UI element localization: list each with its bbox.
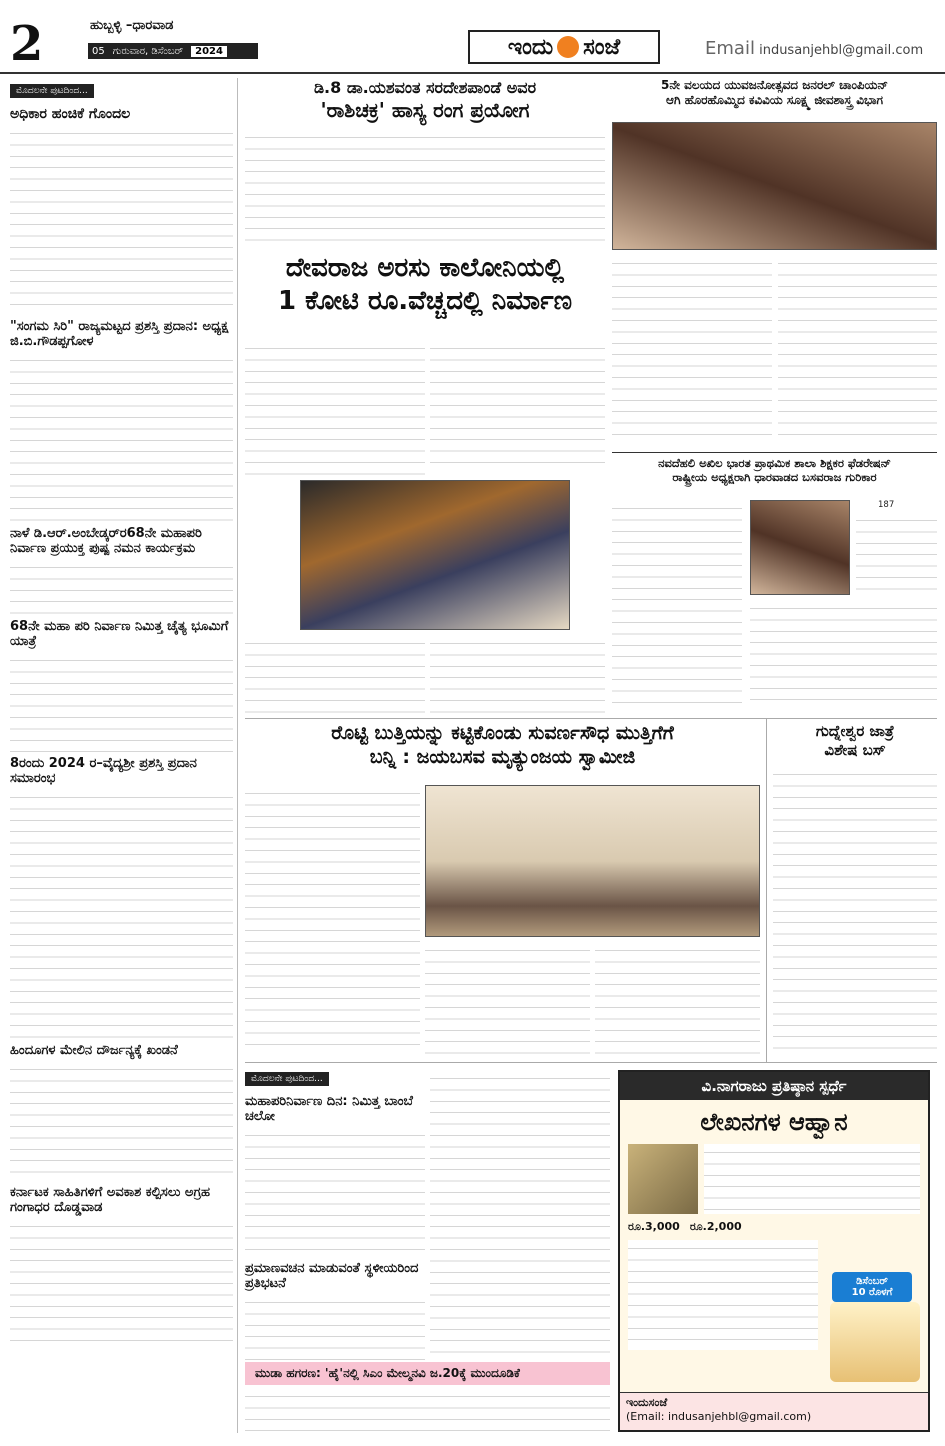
article-body	[245, 1127, 425, 1257]
date-year: 2024	[191, 46, 227, 57]
article-body	[778, 255, 937, 445]
article-body	[430, 1070, 610, 1360]
badge-line-1: ಡಿಸೆಂಬರ್	[856, 1276, 888, 1287]
headline-line-2: 'ರಾಶಿಚಕ್ರ' ಹಾಸ್ಯ ರಂಗ ಪ್ರಯೋಗ	[320, 98, 530, 122]
page-number: 2	[10, 16, 44, 72]
article-body	[245, 340, 425, 480]
article-body	[245, 129, 605, 249]
date-weekday: ಗುರುವಾರ, ಡಿಸೆಂಬರ್	[112, 45, 184, 57]
ad-title: ಲೇಖನಗಳ ಆಹ್ವಾನ	[700, 1108, 848, 1136]
divider	[245, 1062, 937, 1063]
headline-line-2: ಬನ್ನಿ : ಜಯಬಸವ ಮೃತ್ಯುಂಜಯ ಸ್ವಾಮೀಜಿ	[369, 745, 636, 768]
section-label: ಮೊದಲನೇ ಪುಟದಿಂದ...	[10, 84, 94, 98]
date-bar	[88, 43, 258, 59]
article-body	[612, 500, 742, 710]
ad-top-banner: ವಿ.ನಾಗರಾಜು ಪ್ರತಿಷ್ಠಾನ ಸ್ಪರ್ಧೆ	[620, 1072, 928, 1100]
ad-footer-email: (Email: indusanjehbl@gmail.com)	[626, 1410, 812, 1423]
article-body	[10, 125, 233, 315]
headline-line-1: ದೇವರಾಜ ಅರಸು ಕಾಲೋನಿಯಲ್ಲಿ	[285, 253, 565, 283]
article-gudneshwar-bus	[766, 718, 937, 1063]
article-body	[750, 600, 937, 710]
article-heading: 8ರಂದು 2024 ರ–ವೈದ್ಯಶ್ರೀ ಪ್ರಶಸ್ತಿ ಪ್ರದಾನ ಸಮಾರಂಭ	[10, 756, 197, 786]
article-heading: ಅಧಿಕಾರ ಹಂಚಿಕೆ ಗೊಂದಲ	[10, 106, 131, 122]
logo-text-right: ಸಂಜೆ	[583, 34, 621, 60]
article-youth-fest-headline	[612, 78, 937, 120]
ad-body	[628, 1240, 818, 1350]
headline-line-2: ಆಗಿ ಹೊರಹೊಮ್ಮಿದ ಕವಿವಿಯ ಸೂಕ್ಷ್ಮ ಜೀವಶಾಸ್ತ್ರ ವಿಭಾಗ	[666, 93, 883, 107]
headline-line-2: ವಿಶೇಷ ಬಸ್	[824, 740, 886, 759]
article-body	[10, 652, 233, 752]
headline-line-2: ರಾಷ್ಟ್ರೀಯ ಅಧ್ಯಕ್ಷರಾಗಿ ಧಾರವಾಡದ ಬಸವರಾಜ ಗುರಿಕಾರ	[672, 470, 877, 485]
side-number: 187	[878, 500, 895, 510]
article-heading: ಕರ್ನಾಟಕ ಸಾಹಿತಿಗಳಿಗೆ ಅವಕಾಶ ಕಲ್ಪಿಸಲು ಅಗ್ರಹ ಗಂಗಾಧರ ದೊಡ್ಡವಾಡ	[10, 1185, 211, 1215]
article-body	[430, 635, 605, 715]
headline-line-1: 5ನೇ ವಲಯದ ಯುವಜನೋತ್ಸವದ ಜನರಲ್ ಚಾಂಪಿಯನ್	[660, 78, 889, 92]
essay-competition-ad	[618, 1070, 930, 1432]
newspaper-logo	[468, 30, 660, 64]
article-heading: ನಾಳೆ ಡಿ.ಆರ್.ಅಂಬೇಡ್ಕರ್‌ರ68ನೇ ಮಹಾಪರಿ ನಿರ್ವಾಣ ಪ್ರಯುಕ್ತ ಪುಷ್ಪ ನಮನ ಕಾರ್ಯಕ್ರಮ	[10, 526, 202, 556]
portrait-photo	[750, 500, 850, 595]
ad-body	[704, 1144, 920, 1214]
headline-line-1: ಗುದ್ನೇಶ್ವರ ಜಾತ್ರೆ	[815, 722, 895, 740]
article-body	[10, 789, 233, 1039]
ad-footer	[620, 1392, 928, 1430]
bottom-left-articles	[245, 1066, 425, 1396]
ad-footer-brand: ಇಂದುಸಂಜೆ	[626, 1396, 668, 1409]
article-teacher-federation-headline	[612, 452, 937, 496]
article-heading: "ಸಂಗಮ ಸಿರಿ" ರಾಜ್ಯಮಟ್ಟದ ಪ್ರಶಸ್ತಿ ಪ್ರದಾನ: ಅಧ್ಯಕ್ಷ ಜಿ.ಬಿ.ಗೌಡಪ್ಪಗೋಳ	[10, 319, 229, 349]
logo-text-left: ಇಂದು	[507, 34, 554, 60]
swamiji-event-photo	[425, 785, 760, 937]
section-label: ಮೊದಲನೇ ಪುಟದಿಂದ...	[245, 1072, 329, 1086]
contact-email	[705, 38, 923, 59]
youth-fest-group-photo	[612, 122, 937, 250]
article-body	[245, 785, 420, 1055]
article-body	[10, 352, 233, 522]
badge-line-2: 10 ರೊಳಗೆ	[851, 1287, 893, 1298]
article-heading: ಹಿಂದೂಗಳ ಮೇಲಿನ ದೌರ್ಜನ್ಯಕ್ಕೆ ಖಂಡನೆ	[10, 1043, 178, 1058]
article-rashichakra	[245, 78, 605, 248]
article-body	[10, 1061, 233, 1181]
headline-line-2: 1 ಕೋಟಿ ರೂ.ವೆಚ್ಚದಲ್ಲಿ ನಿರ್ಮಾಣ	[277, 285, 573, 316]
footer-article	[245, 1362, 610, 1434]
left-column	[10, 78, 238, 1433]
article-body	[245, 1388, 610, 1432]
article-body	[856, 512, 937, 595]
article-heading: ಮಹಾಪರಿನಿರ್ವಾಣ ದಿನ: ನಿಮಿತ್ತ ಬಾಂಬೆ ಚಲೋ	[245, 1094, 413, 1124]
email-label: Email	[705, 38, 755, 59]
quill-icon	[628, 1144, 698, 1214]
headline-line-1: ನವದೆಹಲಿ ಅಖಿಲ ಭಾರತ ಪ್ರಾಥಮಿಕ ಶಾಲಾ ಶಿಕ್ಷಕರ ಫೆಡರೇಷನ್	[658, 456, 891, 470]
article-heading: 68ನೇ ಮಹಾ ಪರಿ ನಿರ್ವಾಣ ನಿಮಿತ್ತ ಚೈತ್ಯ ಭೂಮಿಗೆ ಯಾತ್ರೆ	[10, 619, 229, 649]
article-body	[595, 942, 760, 1055]
article-body	[612, 255, 772, 445]
big-headline	[245, 252, 605, 332]
ad-prize-2: ರೂ.2,000	[689, 1220, 742, 1233]
article-body	[10, 559, 233, 615]
construction-event-photo	[300, 480, 570, 630]
article-body	[773, 766, 937, 1051]
deadline-badge	[832, 1272, 912, 1302]
article-heading: ಪ್ರಮಾಣವಚನ ಮಾಡುವಂತೆ ಸ್ಥಳೀಯರಿಂದ ಪ್ರತಿಭಟನೆ	[245, 1261, 419, 1291]
article-savarna-soudha-headline	[245, 722, 760, 782]
date-day: 05	[92, 45, 105, 57]
article-body	[430, 340, 605, 470]
writer-illustration	[830, 1302, 920, 1382]
article-body	[425, 942, 590, 1055]
article-body	[10, 1218, 233, 1348]
email-address: indusanjehbl@gmail.com	[759, 43, 924, 58]
headline-line-1: ಡಿ.8 ಡಾ.ಯಶವಂತ ಸರದೇಶಪಾಂಡೆ ಅವರ	[313, 78, 537, 97]
edition-city: ಹುಬ್ಬಳ್ಳಿ –ಧಾರವಾಡ	[90, 18, 174, 33]
masthead	[0, 0, 945, 74]
article-body	[245, 635, 425, 715]
ad-prize-1: ರೂ.3,000	[628, 1220, 680, 1233]
sun-icon	[557, 36, 579, 58]
footer-headline: ಮುಡಾ ಹಗರಣ: 'ಹೈ'ನಲ್ಲಿ ಸಿಎಂ ಮೇಲ್ಮನವಿ ಜ.20ಕ್ಕೆ ಮುಂದೂಡಿಕೆ	[245, 1362, 610, 1385]
headline-line-1: ರೊಟ್ಟಿ ಬುತ್ತಿಯನ್ನು ಕಟ್ಟಿಕೊಂಡು ಸುವರ್ಣಸೌಧ ಮುತ್ತಿಗೆಗೆ	[331, 722, 674, 744]
